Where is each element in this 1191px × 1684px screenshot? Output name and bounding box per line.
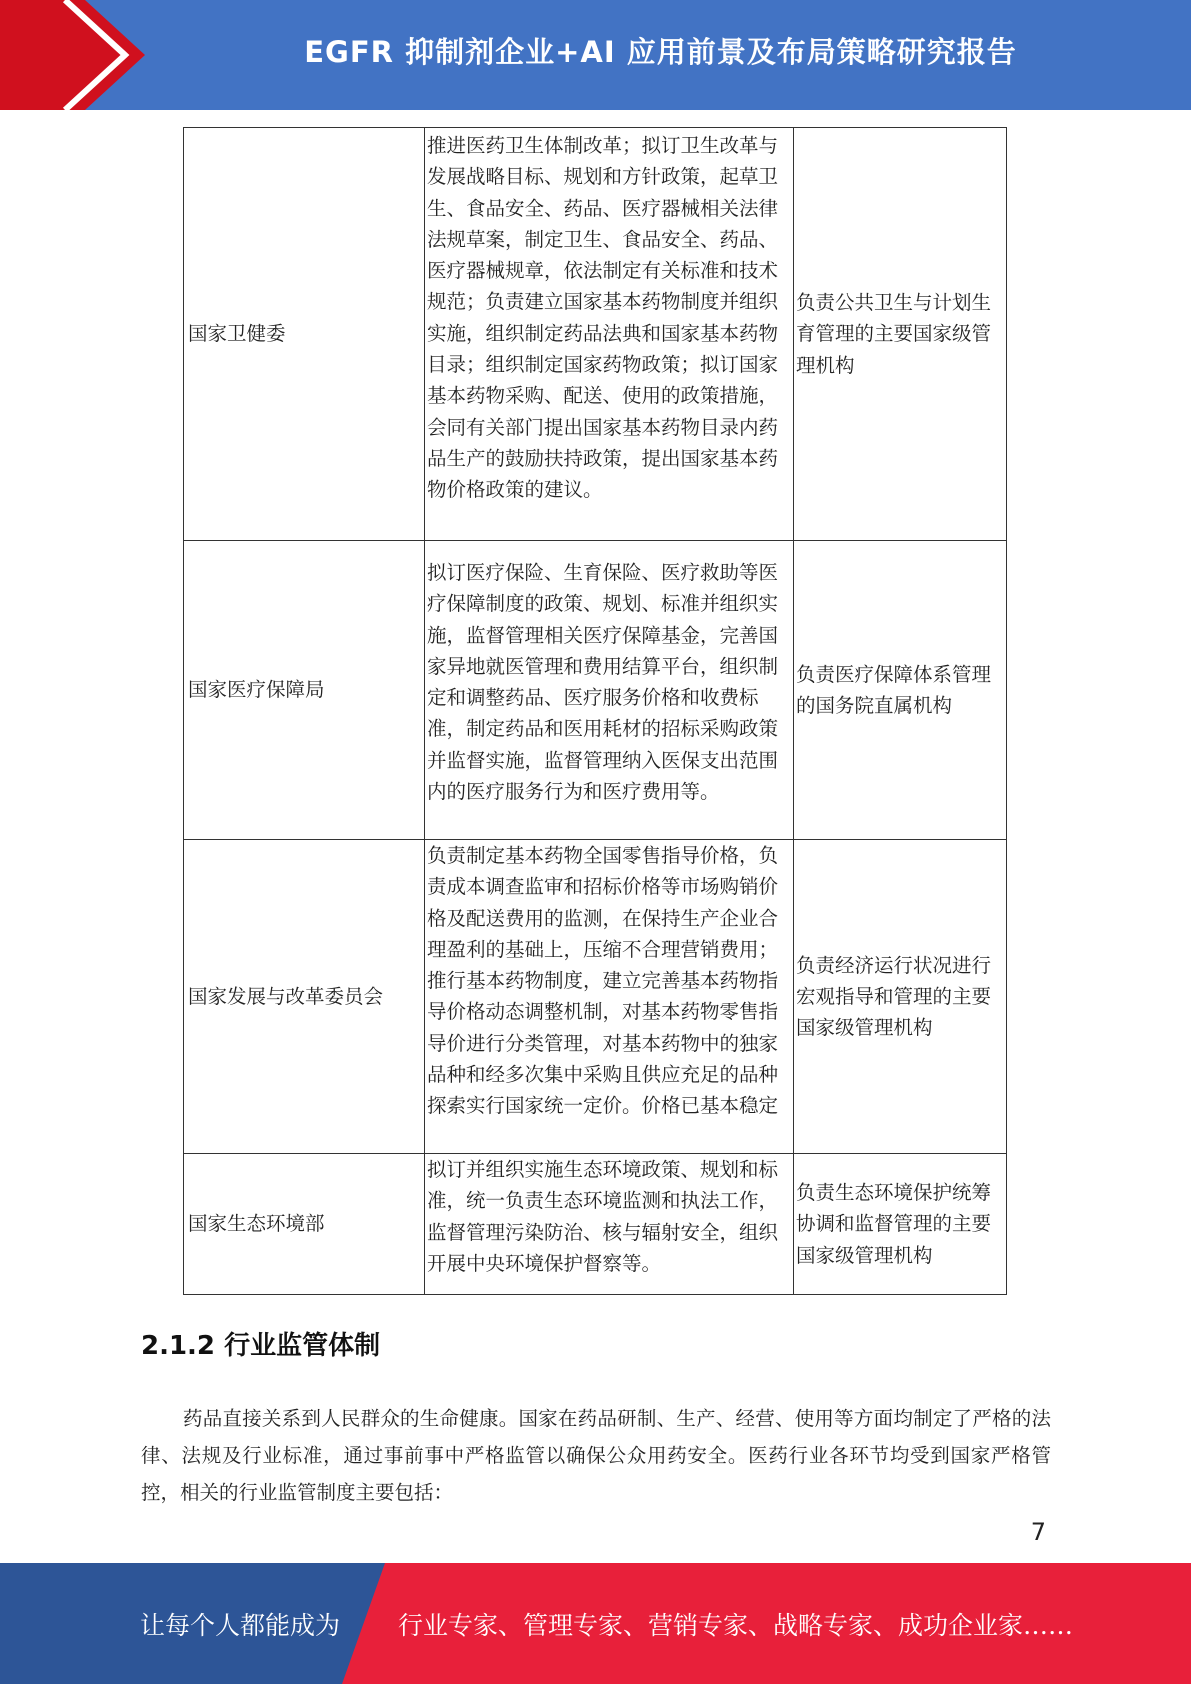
agency-role: 负责公共卫生与计划生育管理的主要国家级管理机构 [793,128,1007,540]
agency-name: 国家生态环境部 [183,1154,424,1294]
table-row [183,541,1007,840]
table-row [183,1154,1007,1295]
footer-slogan-right: 行业专家、管理专家、营销专家、战略专家、成功企业家…… [398,1610,1074,1640]
agency-name: 国家发展与改革委员会 [183,840,424,1153]
agency-role: 负责经济运行状况进行宏观指导和管理的主要国家级管理机构 [793,840,1007,1153]
body-paragraph: 药品直接关系到人民群众的生命健康。国家在药品研制、生产、经营、使用等方面均制定了严格的法律、法规及行业标准，通过事前事中严格监管以确保公众用药安全。医药行业各环节均受到国家严格管控，相关的行业监管制度主要包括： [141,1407,1051,1504]
page-number: 7 [1030,1518,1046,1546]
agency-duty: 负责制定基本药物全国零售指导价格，负责成本调查监审和招标价格等市场购销价格及配送费用的监测，在保持生产企业合理盈利的基础上，压缩不合理营销费用；推行基本药物制度，建立完善基本药物指导价格动态调整机制，对基本药物零售指导价进行分类管理，对基本药物中的独家品种和经多次集中采购且供应充足的品种探索实行国家统一定价。价格已基本稳定 [424,840,793,1153]
regulator-table [183,127,1007,1295]
page-footer [0,1563,1191,1684]
agency-duty: 拟订医疗保险、生育保险、医疗救助等医疗保障制度的政策、规划、标准并组织实施，监督管理相关医疗保障基金，完善国家异地就医管理和费用结算平台，组织制定和调整药品、医疗服务价格和收费标准，制定药品和医用耗材的招标采购政策并监督实施，监督管理纳入医保支出范围内的医疗服务行为和医疗费用等。 [424,541,793,839]
table-row [183,840,1007,1154]
agency-duty: 推进医药卫生体制改革；拟订卫生改革与发展战略目标、规划和方针政策，起草卫生、食品安全、药品、医疗器械相关法律法规草案，制定卫生、食品安全、药品、医疗器械规章，依法制定有关标准和技术规范；负责建立国家基本药物制度并组织实施，组织制定药品法典和国家基本药物目录；组织制定国家药物政策；拟订国家基本药物采购、配送、使用的政策措施，会同有关部门提出国家基本药物目录内药品生产的鼓励扶持政策，提出国家基本药物价格政策的建议。 [424,128,793,540]
agency-name: 国家医疗保障局 [183,541,424,839]
agency-role: 负责医疗保障体系管理的国务院直属机构 [793,541,1007,839]
table-row [183,127,1007,541]
agency-duty: 拟订并组织实施生态环境政策、规划和标准，统一负责生态环境监测和执法工作，监督管理污染防治、核与辐射安全，组织开展中央环境保护督察等。 [424,1154,793,1294]
agency-name: 国家卫健委 [183,128,424,540]
header-arrow-icon [0,0,150,110]
header-title: EGFR 抑制剂企业+AI 应用前景及布局策略研究报告 [304,34,1017,69]
footer-slogan-left: 让每个人都能成为 [140,1610,341,1640]
page-header [0,0,1191,110]
section-heading: 2.1.2 行业监管体制 [141,1331,381,1361]
agency-role: 负责生态环境保护统筹协调和监督管理的主要国家级管理机构 [793,1154,1007,1294]
